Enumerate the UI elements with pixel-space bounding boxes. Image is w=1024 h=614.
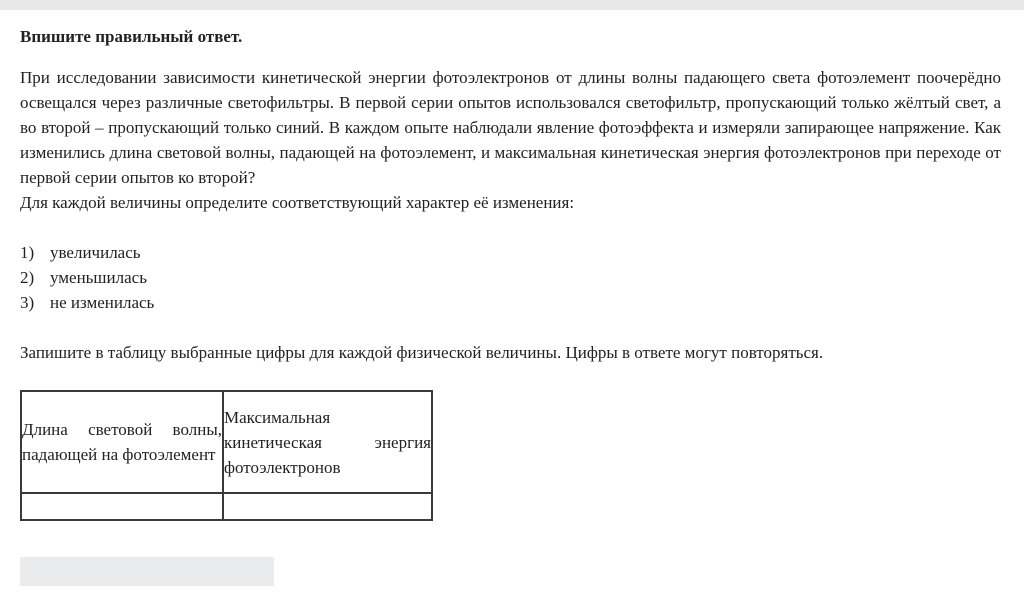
table-header-wavelength: Длина световой волны, падающей на фотоэлемент [21,391,223,493]
answer-table [20,390,433,521]
answer-cell-wavelength-value[interactable] [22,494,222,519]
task-content [20,26,1001,365]
answer-input-field[interactable] [20,557,274,586]
option-number: 1) [20,243,35,262]
option-label: не изменилась [50,293,155,312]
option-number: 3) [20,293,35,312]
task-paragraph: При исследовании зависимости кинетической энергии фотоэлектронов от длины волны падающего света фотоэлемент поочерёдно освещался через различные светофильтры. В первой серии опытов использовался светофильтр, пропускающий только жёлтый свет, а во второй – пропускающий только синий. В каждом опыте наблюдали явление фотоэффекта и измеряли запирающее напряжение. Как изменились длина световой волны, падающей на фотоэлемент, и максимальная кинетическая энергия фотоэлектронов при переходе от первой серии опытов ко второй? [20,68,1001,187]
task-subparagraph: Для каждой величины определите соответствующий характер её изменения: [20,193,575,212]
answer-cell-kinetic-energy-value[interactable] [224,494,431,519]
option-number: 2) [20,268,35,287]
table-header-kinetic-energy: Максимальная кинетическая энергия фотоэлектронов [223,391,432,493]
top-bar [0,0,1024,10]
option-item [20,290,1001,315]
task-instruction: Впишите правильный ответ. [20,27,243,46]
table-header-row [21,391,432,493]
options-list [20,240,1001,315]
answer-cell-wavelength[interactable] [21,493,223,520]
task-note: Запишите в таблицу выбранные цифры для каждой физической величины. Цифры в ответе могут повторяться. [20,343,824,362]
table-answer-row [21,493,432,520]
answer-cell-kinetic-energy[interactable] [223,493,432,520]
option-label: уменьшилась [50,268,147,287]
option-label: увеличилась [50,243,141,262]
option-item [20,265,1001,290]
option-item [20,240,1001,265]
